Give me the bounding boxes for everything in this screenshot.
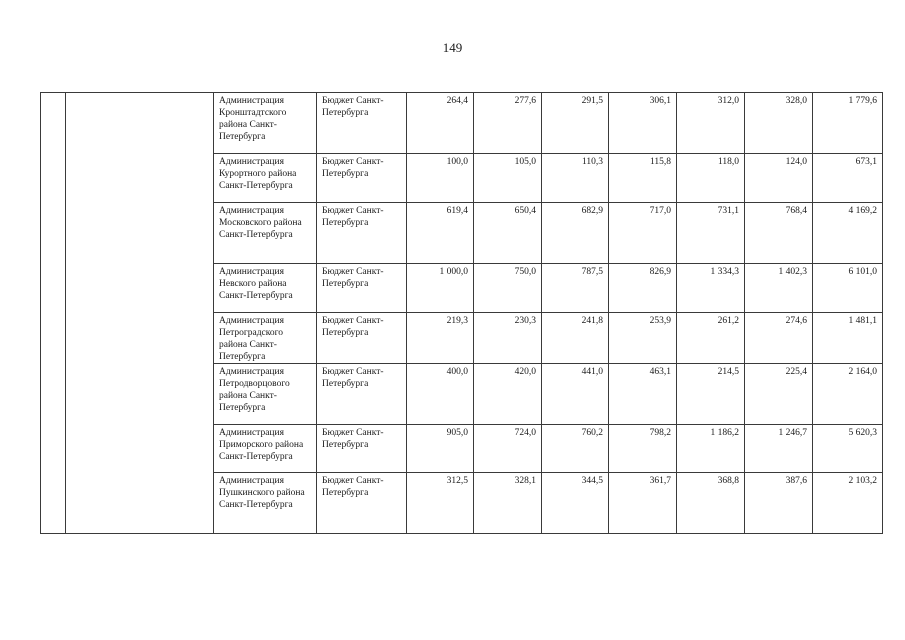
organization-cell: Администрация Курортного района Санкт-Петербурга	[214, 154, 317, 203]
total-cell: 6 101,0	[813, 264, 883, 313]
value-cell: 124,0	[745, 154, 813, 203]
value-cell: 400,0	[407, 364, 474, 425]
value-cell: 230,3	[474, 313, 542, 364]
value-cell: 312,0	[677, 93, 745, 154]
value-cell: 100,0	[407, 154, 474, 203]
budget-table	[40, 92, 883, 534]
value-cell: 261,2	[677, 313, 745, 364]
value-cell: 115,8	[609, 154, 677, 203]
value-cell: 1 334,3	[677, 264, 745, 313]
total-cell: 2 164,0	[813, 364, 883, 425]
value-cell: 344,5	[542, 473, 609, 534]
value-cell: 798,2	[609, 425, 677, 473]
value-cell: 750,0	[474, 264, 542, 313]
value-cell: 724,0	[474, 425, 542, 473]
organization-cell: Администрация Пушкинского района Санкт-Петербурга	[214, 473, 317, 534]
total-cell: 2 103,2	[813, 473, 883, 534]
value-cell: 264,4	[407, 93, 474, 154]
value-cell: 253,9	[609, 313, 677, 364]
organization-cell: Администрация Приморского района Санкт-Петербурга	[214, 425, 317, 473]
value-cell: 361,7	[609, 473, 677, 534]
value-cell: 214,5	[677, 364, 745, 425]
organization-cell: Администрация Кронштадтского района Санкт-Петербурга	[214, 93, 317, 154]
page-number: 149	[442, 40, 463, 55]
value-cell: 291,5	[542, 93, 609, 154]
value-cell: 650,4	[474, 203, 542, 264]
funding-source-cell: Бюджет Санкт-Петербурга	[317, 154, 407, 203]
funding-source-cell: Бюджет Санкт-Петербурга	[317, 473, 407, 534]
value-cell: 1 246,7	[745, 425, 813, 473]
total-cell: 1 481,1	[813, 313, 883, 364]
funding-source-cell: Бюджет Санкт-Петербурга	[317, 264, 407, 313]
value-cell: 241,8	[542, 313, 609, 364]
total-cell: 673,1	[813, 154, 883, 203]
value-cell: 368,8	[677, 473, 745, 534]
value-cell: 905,0	[407, 425, 474, 473]
value-cell: 619,4	[407, 203, 474, 264]
value-cell: 768,4	[745, 203, 813, 264]
value-cell: 105,0	[474, 154, 542, 203]
value-cell: 110,3	[542, 154, 609, 203]
organization-cell: Администрация Петроградского района Санкт-Петербурга	[214, 313, 317, 364]
value-cell: 787,5	[542, 264, 609, 313]
funding-source-cell: Бюджет Санкт-Петербурга	[317, 364, 407, 425]
organization-cell: Администрация Петродворцового района Санкт-Петербурга	[214, 364, 317, 425]
value-cell: 219,3	[407, 313, 474, 364]
value-cell: 118,0	[677, 154, 745, 203]
funding-source-cell: Бюджет Санкт-Петербурга	[317, 203, 407, 264]
total-cell: 4 169,2	[813, 203, 883, 264]
value-cell: 1 402,3	[745, 264, 813, 313]
value-cell: 420,0	[474, 364, 542, 425]
value-cell: 731,1	[677, 203, 745, 264]
funding-source-cell: Бюджет Санкт-Петербурга	[317, 425, 407, 473]
empty-column-2	[66, 93, 214, 534]
value-cell: 441,0	[542, 364, 609, 425]
value-cell: 328,0	[745, 93, 813, 154]
value-cell: 760,2	[542, 425, 609, 473]
funding-source-cell: Бюджет Санкт-Петербурга	[317, 93, 407, 154]
value-cell: 328,1	[474, 473, 542, 534]
value-cell: 306,1	[609, 93, 677, 154]
organization-cell: Администрация Московского района Санкт-Петербурга	[214, 203, 317, 264]
value-cell: 682,9	[542, 203, 609, 264]
value-cell: 274,6	[745, 313, 813, 364]
value-cell: 277,6	[474, 93, 542, 154]
organization-cell: Администрация Невского района Санкт-Петербурга	[214, 264, 317, 313]
table-row	[41, 93, 883, 154]
value-cell: 717,0	[609, 203, 677, 264]
value-cell: 225,4	[745, 364, 813, 425]
value-cell: 312,5	[407, 473, 474, 534]
value-cell: 826,9	[609, 264, 677, 313]
total-cell: 5 620,3	[813, 425, 883, 473]
value-cell: 463,1	[609, 364, 677, 425]
total-cell: 1 779,6	[813, 93, 883, 154]
empty-column-1	[41, 93, 66, 534]
value-cell: 1 186,2	[677, 425, 745, 473]
funding-source-cell: Бюджет Санкт-Петербурга	[317, 313, 407, 364]
value-cell: 387,6	[745, 473, 813, 534]
value-cell: 1 000,0	[407, 264, 474, 313]
